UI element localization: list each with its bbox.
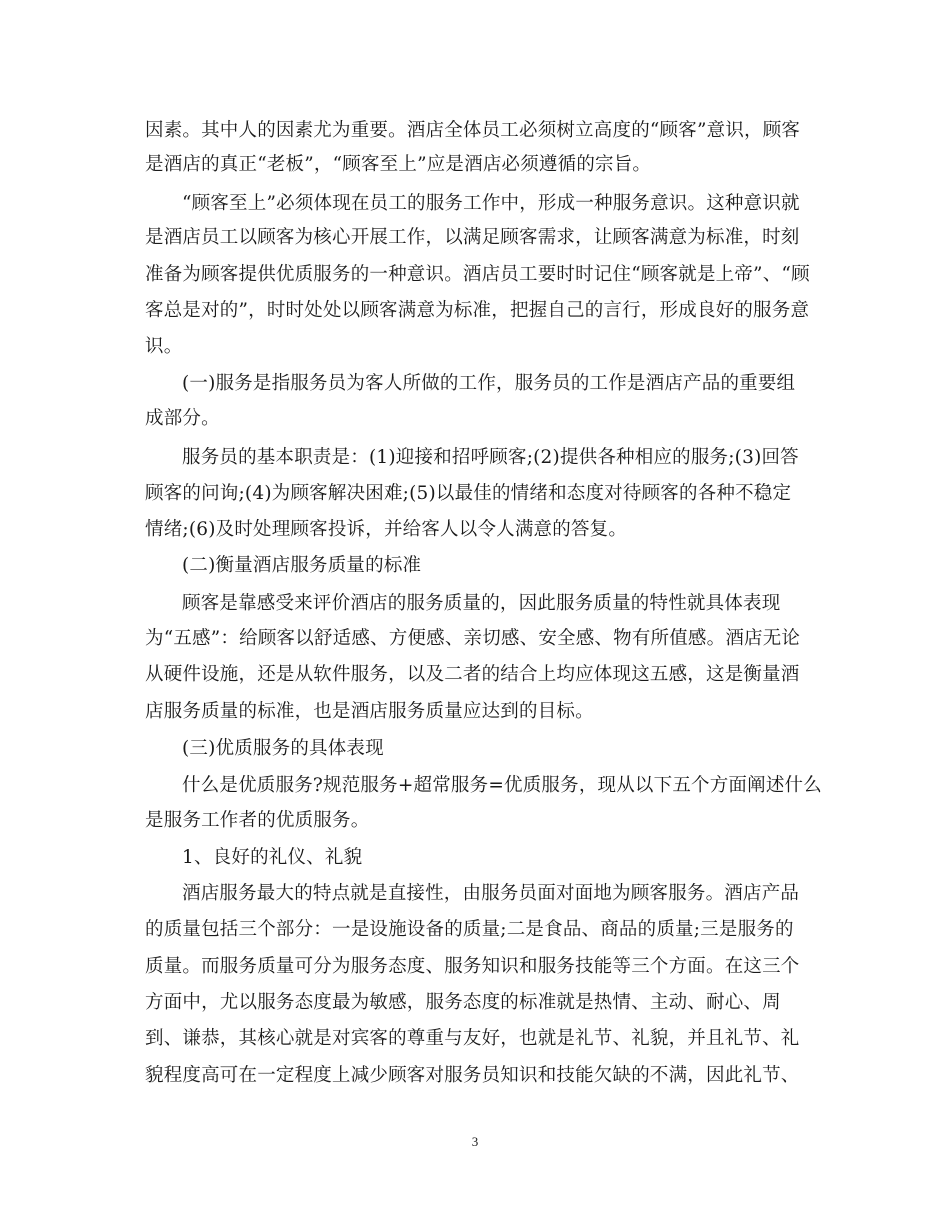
- text-line: “顾客至上”必须体现在员工的服务工作中，形成一种服务意识。这种意识就: [182, 193, 800, 214]
- text-line: 情绪;(6)及时处理顾客投诉，并给客人以令人满意的答复。: [145, 519, 628, 540]
- text-line: 是酒店员工以顾客为核心开展工作，以满足顾客需求，让顾客满意为标准，时刻: [145, 227, 800, 248]
- text-line: 到、谦恭，其核心就是对宾客的尊重与友好，也就是礼节、礼貌，并且礼节、礼: [145, 1028, 800, 1049]
- text-line: 客总是对的”，时时处处以顾客满意为标准，把握自己的言行，形成良好的服务意: [145, 300, 810, 321]
- text-line: 酒店服务最大的特点就是直接性，由服务员面对面地为顾客服务。酒店产品: [182, 883, 800, 904]
- text-line: 服务员的基本职责是：(1)迎接和招呼顾客;(2)提供各种相应的服务;(3)回答: [182, 447, 799, 468]
- text-line: 是酒店的真正“老板”，“顾客至上”应是酒店必须遵循的宗旨。: [145, 154, 652, 175]
- text-line: 顾客是靠感受来评价酒店的服务质量的，因此服务质量的特性就具体表现: [182, 593, 781, 614]
- section-heading: (三)优质服务的具体表现: [182, 738, 384, 759]
- text-line: 的质量包括三个部分：一是设施设备的质量;二是食品、商品的质量;三是服务的: [145, 919, 794, 940]
- text-line: 是服务工作者的优质服务。: [145, 810, 370, 831]
- text-line: 顾客的问询;(4)为顾客解决困难;(5)以最佳的情绪和态度对待顾客的各种不稳定: [145, 483, 792, 504]
- text-line: 因素。其中人的因素尤为重要。酒店全体员工必须树立高度的“顾客”意识，顾客: [145, 120, 801, 141]
- text-line: 从硬件设施，还是从软件服务，以及二者的结合上均应体现这五感，这是衡量酒: [145, 664, 800, 685]
- text-line: 准备为顾客提供优质服务的一种意识。酒店员工要时时记住“顾客就是上帝”、“顾: [145, 264, 810, 285]
- text-line: 识。: [145, 336, 183, 357]
- page-number: 3: [471, 1134, 479, 1149]
- text-line: 方面中，尤以服务态度最为敏感，服务态度的标准就是热情、主动、耐心、周: [145, 992, 781, 1013]
- text-line: (一)服务是指服务员为客人所做的工作，服务员的工作是酒店产品的重要组: [182, 373, 796, 394]
- text-line: 店服务质量的标准，也是酒店服务质量应达到的目标。: [145, 701, 594, 722]
- text-line: 质量。而服务质量可分为服务态度、服务知识和服务技能等三个方面。在这三个: [145, 956, 800, 977]
- text-line: 什么是优质服务?规范服务+超常服务=优质服务，现从以下五个方面阐述什么: [182, 775, 822, 796]
- text-line: 为“五感”：给顾客以舒适感、方便感、亲切感、安全感、物有所值感。酒店无论: [145, 628, 801, 649]
- text-line: 成部分。: [145, 408, 220, 429]
- section-heading: (二)衡量酒店服务质量的标准: [182, 555, 422, 576]
- text-line: 貌程度高可在一定程度上减少顾客对服务员知识和技能欠缺的不满，因此礼节、: [145, 1065, 800, 1086]
- section-heading: 1、良好的礼仪、礼貌: [182, 847, 363, 868]
